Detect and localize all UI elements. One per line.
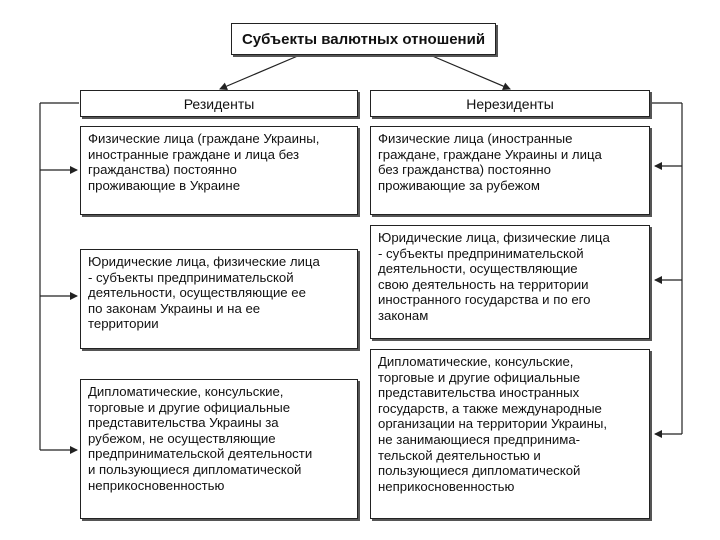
text-line: рубежом, не осуществляющие (88, 430, 276, 446)
text-line: территории (88, 316, 159, 332)
text-line: Юридические лица, физические лица (88, 254, 320, 269)
text-line: свою деятельность на территории (378, 276, 589, 292)
arrow-title-to-nonresidents (430, 55, 510, 89)
text-line: Юридические лица, физические лица (378, 230, 610, 245)
nonresidents-header: Нерезиденты (370, 90, 650, 117)
text-line: - субъекты предпринимательской (378, 245, 584, 261)
text-line: Физические лица (иностранные (378, 131, 573, 146)
diagram-title: Субъекты валютных отношений (231, 23, 496, 55)
text-line: Дипломатические, консульские, (378, 354, 574, 369)
text-line: иностранные граждане и лица без (88, 146, 300, 162)
text-line: Физические лица (граждане Украины, (88, 131, 320, 146)
text-line: тельской деятельностью и (378, 447, 541, 463)
residents-header: Резиденты (80, 90, 358, 117)
right-bracket (652, 103, 682, 434)
text-line: граждане, граждане Украины и лица (378, 146, 602, 162)
text-line: торговые и другие официальные (378, 369, 581, 385)
text-line: представительства иностранных (378, 385, 580, 401)
text-line: Дипломатические, консульские, (88, 384, 284, 399)
text-line: проживающие в Украине (88, 177, 241, 193)
text-line: не занимающиеся предпринима- (378, 431, 581, 447)
text-line: неприкосновенностью (88, 477, 225, 493)
nonresidents-box-individuals (370, 126, 650, 215)
text-line: деятельности, осуществляющие (378, 261, 578, 277)
nonresidents-box-legal-entities (370, 225, 650, 339)
text-line: деятельности, осуществляющие ее (88, 285, 306, 301)
text-line: законам (378, 307, 429, 323)
nonresidents-box-diplomatic (370, 349, 650, 519)
text-line: представительства Украины за (88, 415, 279, 431)
text-line: и пользующиеся дипломатической (88, 461, 302, 477)
text-line: неприкосновенностью (378, 478, 515, 494)
residents-box-legal-entities (80, 249, 358, 349)
arrow-title-to-residents (220, 55, 300, 89)
text-line: - субъекты предпринимательской (88, 269, 294, 285)
residents-box-diplomatic (80, 379, 358, 519)
left-bracket (40, 103, 79, 450)
text-line: по законам Украины и на ее (88, 300, 261, 316)
text-line: торговые и другие официальные (88, 399, 291, 415)
text-line: иностранного государства и по его (378, 292, 591, 308)
text-line: пользующиеся дипломатической (378, 463, 581, 479)
text-line: гражданства) постоянно (88, 162, 237, 178)
text-line: предпринимательской деятельности (88, 446, 313, 462)
text-line: организации на территории Украины, (378, 416, 608, 432)
text-line: государств, а также международные (378, 400, 602, 416)
residents-box-individuals (80, 126, 358, 215)
text-line: проживающие за рубежом (378, 177, 540, 193)
text-line: без гражданства) постоянно (378, 162, 551, 178)
